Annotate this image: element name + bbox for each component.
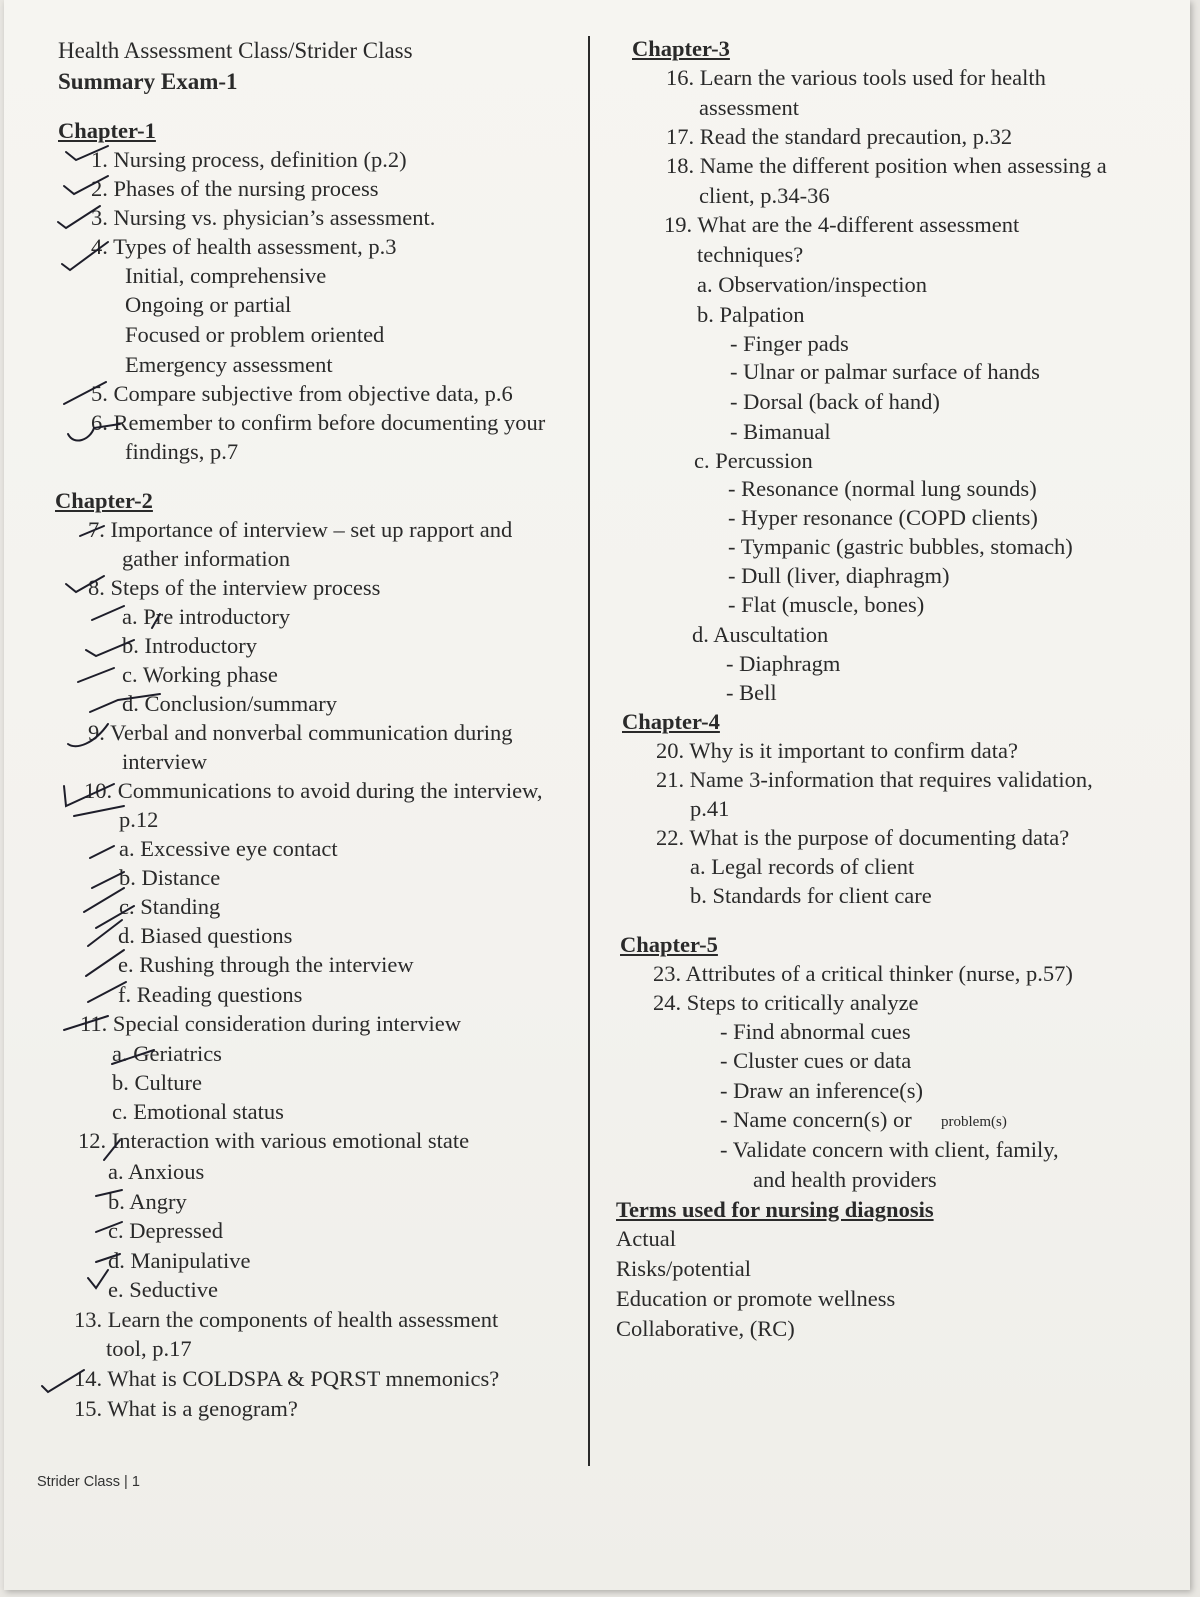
list-item: 11. Special consideration during interview — [80, 1011, 461, 1036]
list-item: c. Depressed — [108, 1218, 223, 1243]
list-item: - Hyper resonance (COPD clients) — [728, 505, 1038, 530]
list-item-small-text: problem(s) — [941, 1114, 1007, 1130]
list-item: - Find abnormal cues — [720, 1019, 911, 1044]
list-item: a. Geriatrics — [112, 1041, 222, 1066]
list-item: 5. Compare subjective from objective data, p.6 — [91, 381, 513, 406]
page-footer: Strider Class | 1 — [37, 1474, 140, 1490]
list-item: a. Observation/inspection — [697, 272, 927, 297]
list-item: 14. What is COLDSPA & PQRST mnemonics? — [74, 1366, 500, 1391]
list-item: Education or promote wellness — [616, 1286, 896, 1311]
list-item: 8. Steps of the interview process — [88, 575, 381, 600]
list-item: c. Percussion — [694, 448, 813, 473]
list-item: e. Seductive — [108, 1277, 218, 1302]
list-item: 3. Nursing vs. physician’s assessment. — [91, 205, 436, 230]
list-item: assessment — [699, 95, 799, 120]
list-item: 23. Attributes of a critical thinker (nurse, p.57) — [653, 961, 1073, 986]
list-item: interview — [122, 749, 207, 774]
list-item: 2. Phases of the nursing process — [91, 176, 379, 201]
list-item: 12. Interaction with various emotional state — [78, 1128, 470, 1153]
list-item: 18. Name the different position when assessing a — [666, 153, 1107, 178]
list-item: 15. What is a genogram? — [74, 1396, 298, 1421]
list-item: 21. Name 3-information that requires validation, — [656, 767, 1093, 792]
list-item: and health providers — [753, 1167, 937, 1192]
list-item: techniques? — [697, 242, 804, 267]
list-item: 19. What are the 4-different assessment — [664, 212, 1020, 237]
list-item: 10. Communications to avoid during the interview, — [84, 778, 543, 803]
list-item: - Dorsal (back of hand) — [730, 389, 940, 414]
list-item: - Ulnar or palmar surface of hands — [730, 359, 1040, 384]
list-item: - Cluster cues or data — [720, 1048, 912, 1073]
list-item: - Flat (muscle, bones) — [728, 592, 925, 617]
list-item: - Tympanic (gastric bubbles, stomach) — [728, 534, 1073, 559]
list-item: a. Legal records of client — [690, 854, 915, 879]
list-item: b. Culture — [112, 1070, 202, 1095]
chapter-5-heading: Chapter-5 — [620, 932, 718, 957]
list-item: - Bell — [726, 680, 777, 705]
chapter-4-heading: Chapter-4 — [622, 709, 720, 734]
list-item: - Dull (liver, diaphragm) — [728, 563, 950, 588]
terms-heading: Terms used for nursing diagnosis — [616, 1197, 934, 1222]
list-item: c. Working phase — [122, 662, 278, 687]
list-item: client, p.34-36 — [699, 183, 830, 208]
list-item: 4. Types of health assessment, p.3 — [91, 234, 397, 259]
list-item: tool, p.17 — [106, 1336, 192, 1361]
list-item: 20. Why is it important to confirm data? — [656, 738, 1019, 763]
list-item: 7. Importance of interview – set up rapport and — [88, 517, 513, 542]
list-item: 24. Steps to critically analyze — [653, 990, 919, 1015]
list-item: b. Distance — [119, 865, 221, 890]
list-item: - Validate concern with client, family, — [720, 1137, 1059, 1162]
column-divider — [588, 36, 590, 1466]
list-item: a. Anxious — [108, 1159, 205, 1184]
list-item: b. Introductory — [122, 633, 257, 658]
list-item: findings, p.7 — [125, 439, 239, 464]
list-item: b. Angry — [108, 1189, 187, 1214]
list-item: a. Pre introductory — [122, 604, 291, 629]
list-item: 6. Remember to confirm before documenting your — [91, 410, 546, 435]
chapter-3-heading: Chapter-3 — [632, 36, 730, 61]
list-item: 22. What is the purpose of documenting data? — [656, 825, 1070, 850]
list-item: d. Auscultation — [692, 622, 829, 647]
list-item: - Resonance (normal lung sounds) — [728, 476, 1037, 501]
list-item: 1. Nursing process, definition (p.2) — [91, 147, 407, 172]
list-item: gather information — [122, 546, 291, 571]
list-item: d. Manipulative — [108, 1248, 251, 1273]
list-item: d. Biased questions — [118, 923, 293, 948]
list-item: c. Standing — [119, 894, 221, 919]
list-item: - Draw an inference(s) — [720, 1078, 924, 1103]
list-item: c. Emotional status — [112, 1099, 284, 1124]
list-item: Risks/potential — [616, 1256, 751, 1281]
list-item: p.12 — [119, 807, 159, 832]
list-item: d. Conclusion/summary — [122, 691, 337, 716]
list-item: e. Rushing through the interview — [118, 952, 414, 977]
list-item: 13. Learn the components of health assessment — [74, 1307, 499, 1332]
list-item: 9. Verbal and nonverbal communication during — [88, 720, 513, 745]
document-title: Health Assessment Class/Strider Class — [58, 38, 413, 63]
list-item: Actual — [616, 1226, 676, 1251]
list-item: b. Standards for client care — [690, 883, 932, 908]
list-item: - Name concern(s) or — [720, 1107, 912, 1132]
list-item: Collaborative, (RC) — [616, 1316, 795, 1341]
list-item: f. Reading questions — [118, 982, 303, 1007]
list-item: - Bimanual — [730, 419, 831, 444]
list-item: Focused or problem oriented — [125, 322, 385, 347]
list-item: - Diaphragm — [726, 651, 841, 676]
list-item: Initial, comprehensive — [125, 263, 327, 288]
document-page — [4, 0, 1190, 1590]
list-item: 16. Learn the various tools used for health — [666, 65, 1046, 90]
chapter-2-heading: Chapter-2 — [55, 488, 153, 513]
list-item: - Finger pads — [730, 331, 849, 356]
document-subtitle: Summary Exam-1 — [58, 69, 238, 94]
list-item: b. Palpation — [697, 302, 805, 327]
list-item: p.41 — [690, 796, 730, 821]
chapter-1-heading: Chapter-1 — [58, 118, 156, 143]
list-item: Emergency assessment — [125, 352, 333, 377]
list-item: a. Excessive eye contact — [119, 836, 338, 861]
list-item: 17. Read the standard precaution, p.32 — [666, 124, 1013, 149]
list-item: Ongoing or partial — [125, 292, 292, 317]
